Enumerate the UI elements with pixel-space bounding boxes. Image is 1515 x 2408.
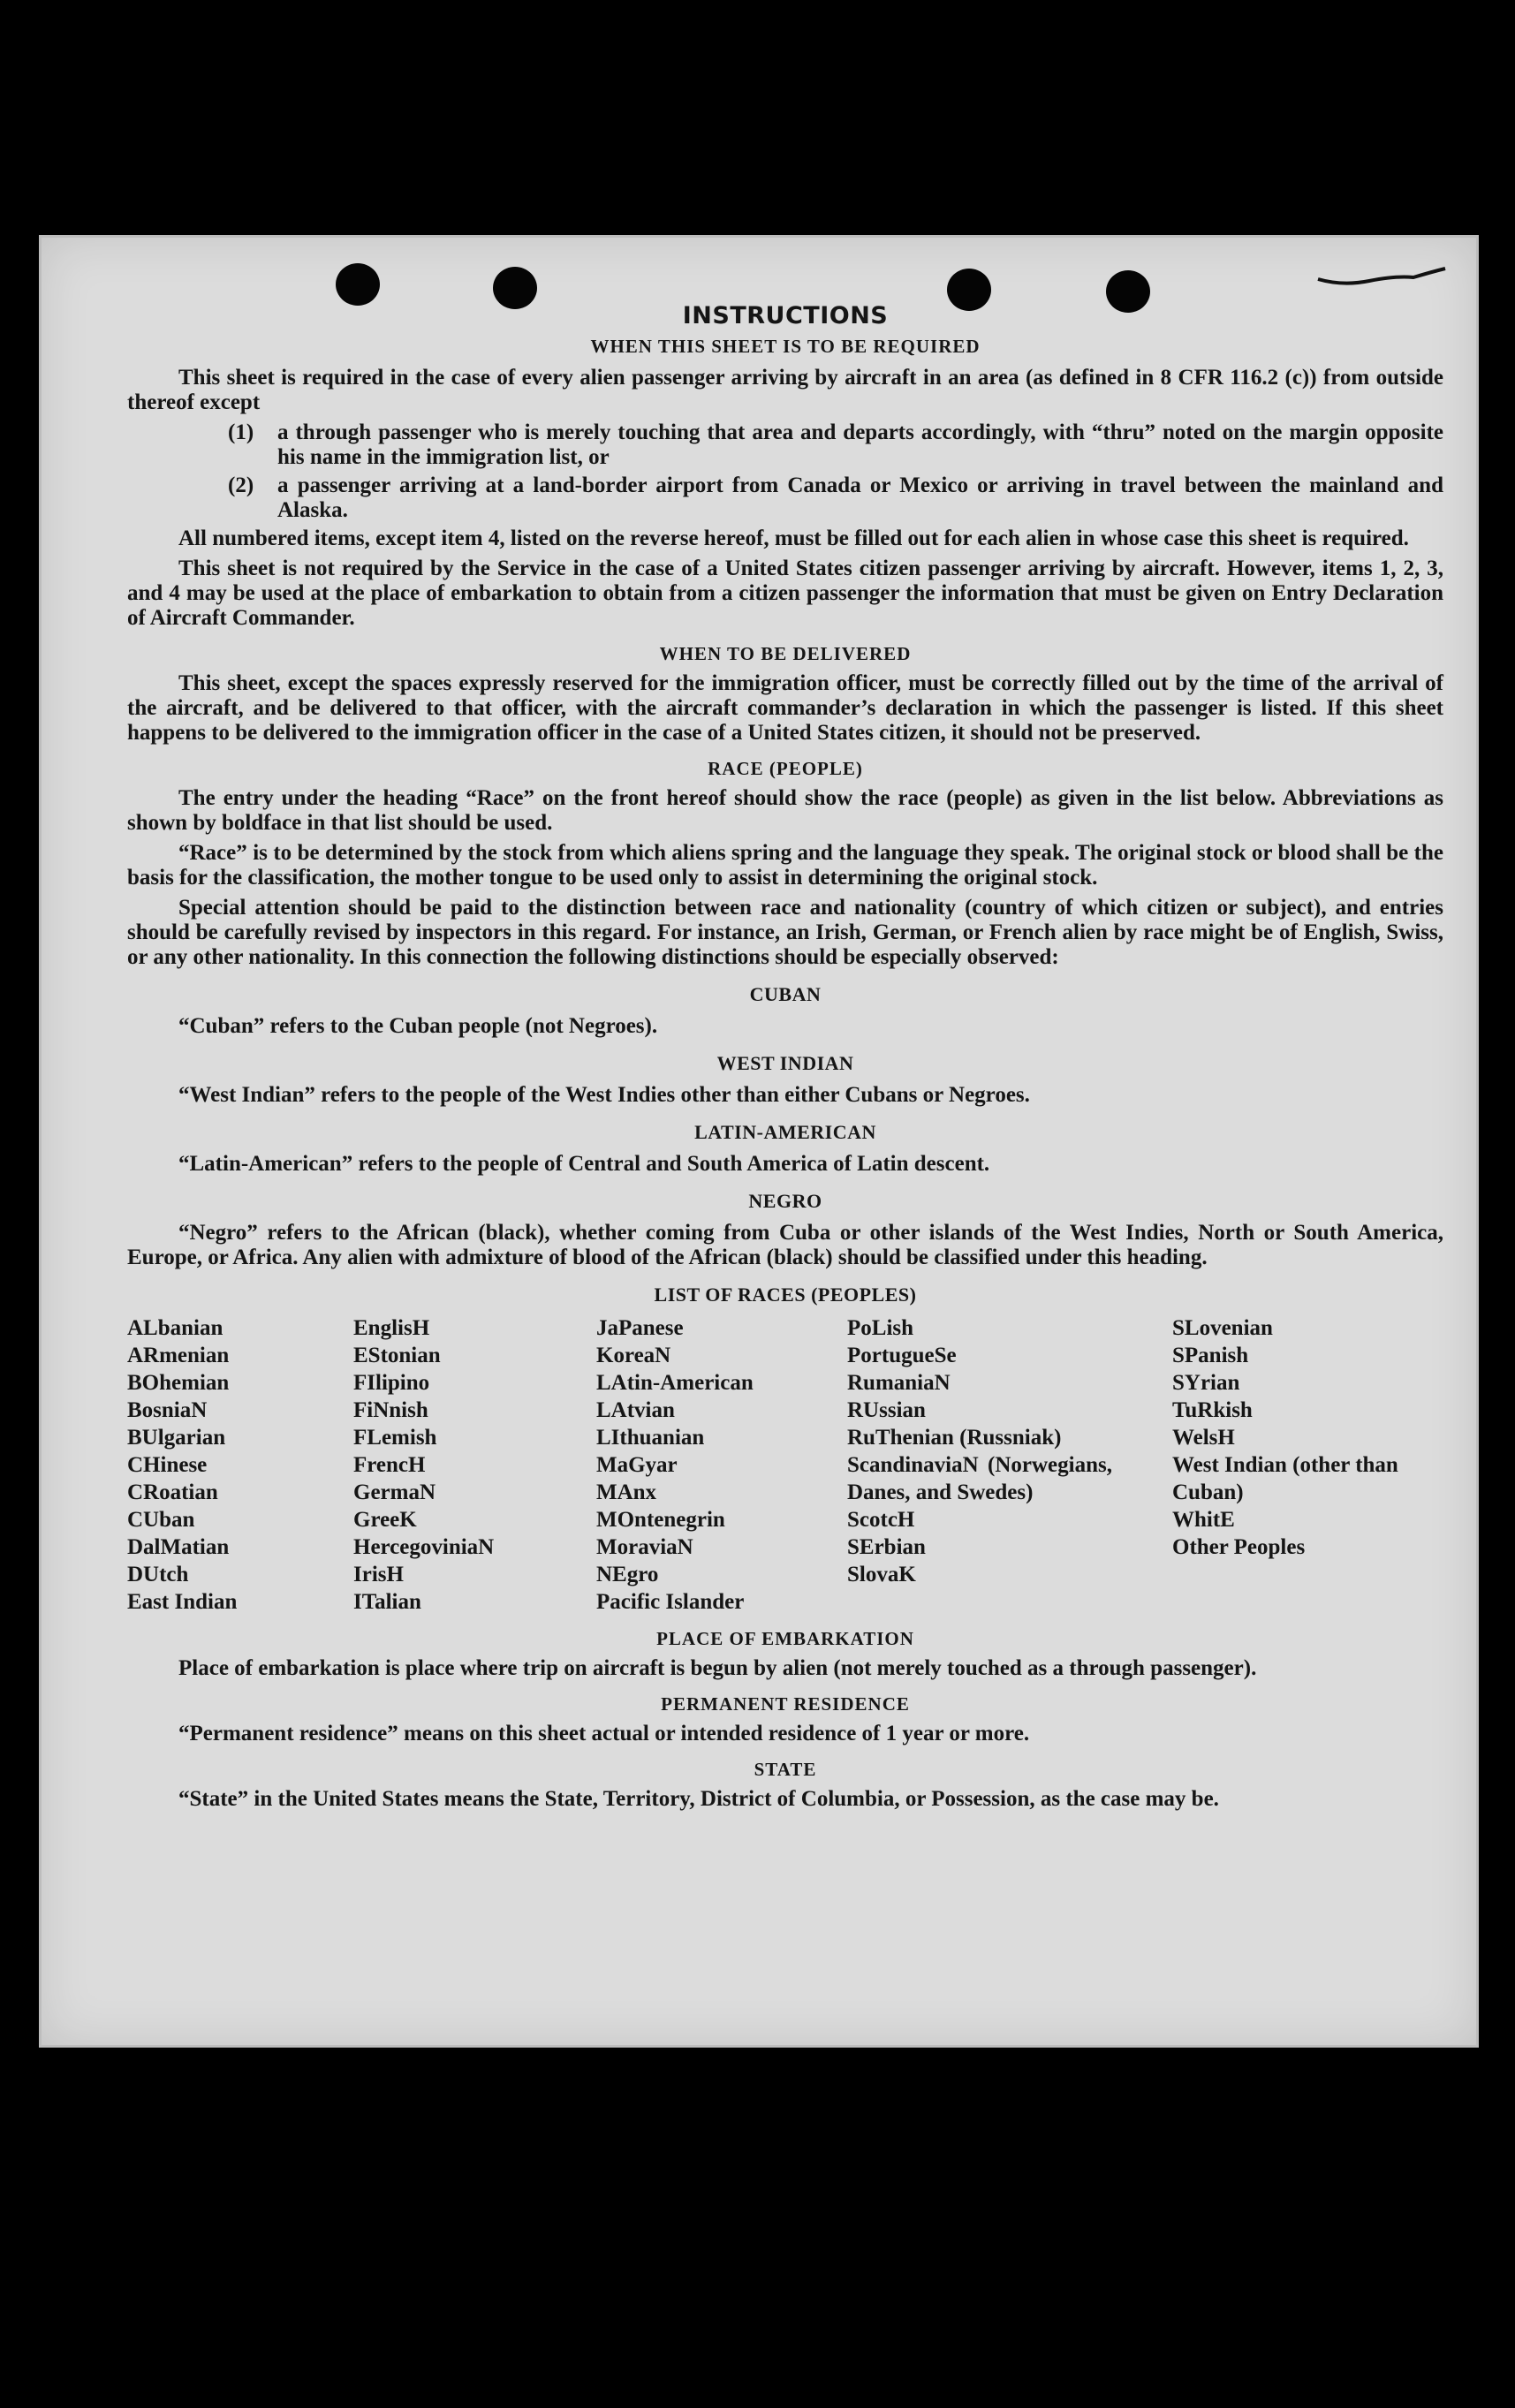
page-title: INSTRUCTIONS — [682, 302, 889, 329]
paragraph: “Negro” refers to the African (black), whether coming from Cuba or other islands of the West Indies, North or South America, Europe, or Africa. Any alien with admixture of blood of the African (black) should be classified under this heading. — [127, 1221, 1443, 1269]
race-entry: HercegoviniaN — [353, 1535, 495, 1559]
races-column — [1172, 1314, 1443, 1616]
section-heading: CUBAN — [749, 983, 822, 1005]
paragraph: Place of embarkation is place where trip on aircraft is begun by alien (not merely touched as a through passenger). — [178, 1656, 1257, 1680]
instructions-content — [127, 304, 1443, 1817]
race-entry: PoLish — [847, 1316, 914, 1340]
section-heading: WEST INDIAN — [716, 1052, 854, 1074]
race-entry: ITalian — [353, 1590, 421, 1614]
paragraph: All numbered items, except item 4, listed on the reverse hereof, must be filled out for each alien in whose case this sheet is required. — [178, 526, 1409, 550]
race-entry: FrencH — [353, 1453, 426, 1477]
punch-hole — [336, 263, 380, 306]
race-entry: PortugueSe — [847, 1344, 957, 1367]
race-entry: LIthuanian — [596, 1426, 705, 1450]
race-entry: BosniaN — [127, 1398, 208, 1422]
race-entry: BUlgarian — [127, 1426, 226, 1450]
race-entry: IrisH — [353, 1563, 404, 1586]
race-entry: RUssian — [847, 1398, 926, 1422]
race-entry: KoreaN — [596, 1344, 671, 1367]
race-entry: ARmenian — [127, 1344, 230, 1367]
race-entry: MAnx — [596, 1480, 657, 1504]
section-heading: PLACE OF EMBARKATION — [656, 1628, 914, 1649]
race-entry: WelsH — [1172, 1426, 1235, 1450]
race-entry: LAtin-American — [596, 1371, 754, 1395]
item-text: a through passenger who is merely touching that area and departs accordingly, with “thru” noted on the margin opposite his name in the immigration list, or — [277, 420, 1443, 469]
race-entry: SPanish — [1172, 1344, 1249, 1367]
race-entry: EnglisH — [353, 1316, 430, 1340]
section-heading: LATIN-AMERICAN — [694, 1121, 876, 1143]
races-column — [127, 1314, 353, 1616]
race-entry: ScandinaviaN (Norwegians, Danes, and Swedes) — [847, 1453, 1112, 1504]
definition: “Cuban” refers to the Cuban people (not Negroes). — [178, 1014, 658, 1038]
race-entry: CHinese — [127, 1453, 208, 1477]
definition: “Latin-American” refers to the people of Central and South America of Latin descent. — [178, 1152, 990, 1176]
item-number: (2) — [228, 473, 254, 497]
paragraph: “State” in the United States means the State, Territory, District of Columbia, or Possession, as the case may be. — [178, 1787, 1219, 1811]
race-entry: DUtch — [127, 1563, 189, 1586]
race-entry: SLovenian — [1172, 1316, 1273, 1340]
definition: “West Indian” refers to the people of the West Indies other than either Cubans or Negroes. — [178, 1083, 1030, 1107]
race-entry: DalMatian — [127, 1535, 230, 1559]
race-entry: GermaN — [353, 1480, 436, 1504]
item-number: (1) — [228, 420, 254, 444]
races-column — [847, 1314, 1172, 1616]
race-entry: ALbanian — [127, 1316, 223, 1340]
race-entry: CUban — [127, 1508, 195, 1532]
race-entry: East Indian — [127, 1590, 238, 1614]
race-entry: SYrian — [1172, 1371, 1240, 1395]
paragraph: This sheet is not required by the Service in the case of a United States citizen passenger arriving by aircraft. However, items 1, 2, 3, and 4 may be used at the place of embarkation to obtain from a citizen passenger the information that must be given on Entry Declaration of Aircraft Commander. — [127, 557, 1443, 630]
paragraph: The entry under the heading “Race” on the front hereof should show the race (people) as given in the list below. Abbreviations as shown by boldface in that list should be used. — [127, 786, 1443, 835]
race-entry: SlovaK — [847, 1563, 916, 1586]
paragraph: Special attention should be paid to the distinction between race and nationality (country of which citizen or subject), and entries should be carefully revised by inspectors in this regard. For instance, an Irish, German, or French alien by race might be of English, Swiss, or any other nationality. In this connection the following distinctions should be especially observed: — [127, 896, 1443, 969]
race-entry: NEgro — [596, 1563, 659, 1586]
race-entry: ScotcH — [847, 1508, 915, 1532]
race-entry: MaGyar — [596, 1453, 678, 1477]
section-heading: WHEN TO BE DELIVERED — [659, 643, 912, 664]
races-column — [596, 1314, 847, 1616]
race-entry: EStonian — [353, 1344, 441, 1367]
section-heading: NEGRO — [748, 1190, 822, 1212]
race-entry: JaPanese — [596, 1316, 684, 1340]
race-entry: RumaniaN — [847, 1371, 951, 1395]
race-entry: MOntenegrin — [596, 1508, 725, 1532]
race-entry: Pacific Islander — [596, 1590, 745, 1614]
section-heading: RACE (PEOPLE) — [708, 758, 863, 779]
race-entry: SErbian — [847, 1535, 926, 1559]
race-entry: FLemish — [353, 1426, 437, 1450]
section-heading: LIST OF RACES (PEOPLES) — [654, 1284, 917, 1306]
section-heading: STATE — [754, 1759, 817, 1780]
item-text: a passenger arriving at a land-border airport from Canada or Mexico or arriving in travel between the mainland and Alaska. — [277, 473, 1443, 522]
race-entry: LAtvian — [596, 1398, 675, 1422]
race-entry: WhitE — [1172, 1508, 1235, 1532]
punch-hole — [493, 267, 537, 309]
race-entry: RuThenian (Russniak) — [847, 1426, 1062, 1450]
list-item — [228, 473, 1443, 523]
race-entry: West Indian (other than Cuban) — [1172, 1453, 1398, 1504]
definition: “Permanent residence” means on this sheet actual or intended residence of 1 year or more. — [178, 1722, 1030, 1745]
race-entry: CRoatian — [127, 1480, 218, 1504]
race-entry: Other Peoples — [1172, 1535, 1306, 1559]
races-list — [127, 1314, 1443, 1616]
race-entry: FiNnish — [353, 1398, 428, 1422]
list-item — [228, 420, 1443, 470]
race-entry: GreeK — [353, 1508, 417, 1532]
section-heading: PERMANENT RESIDENCE — [661, 1693, 910, 1715]
race-entry: MoraviaN — [596, 1535, 693, 1559]
document-sheet — [39, 235, 1479, 2048]
races-column — [353, 1314, 596, 1616]
race-entry: FIlipino — [353, 1371, 430, 1395]
race-entry: BOhemian — [127, 1371, 230, 1395]
paragraph: This sheet is required in the case of every alien passenger arriving by aircraft in an area (as defined in 8 CFR 116.2 (c)) from outside thereof except — [127, 366, 1443, 414]
paragraph: This sheet, except the spaces expressly reserved for the immigration officer, must be correctly filled out by the time of the arrival of the aircraft, and be delivered to that officer, with the aircraft commander’s declaration in which the passenger is listed. If this sheet happens to be delivered to the immigration officer in the case of a United States citizen, it should not be preserved. — [127, 671, 1443, 745]
paragraph: “Race” is to be determined by the stock from which aliens spring and the language they speak. The original stock or blood shall be the basis for the classification, the mother tongue to be used only to assist in determining the original stock. — [127, 841, 1443, 890]
section-heading: WHEN THIS SHEET IS TO BE REQUIRED — [590, 336, 981, 357]
pen-mark — [1316, 267, 1449, 288]
race-entry: TuRkish — [1172, 1398, 1253, 1422]
